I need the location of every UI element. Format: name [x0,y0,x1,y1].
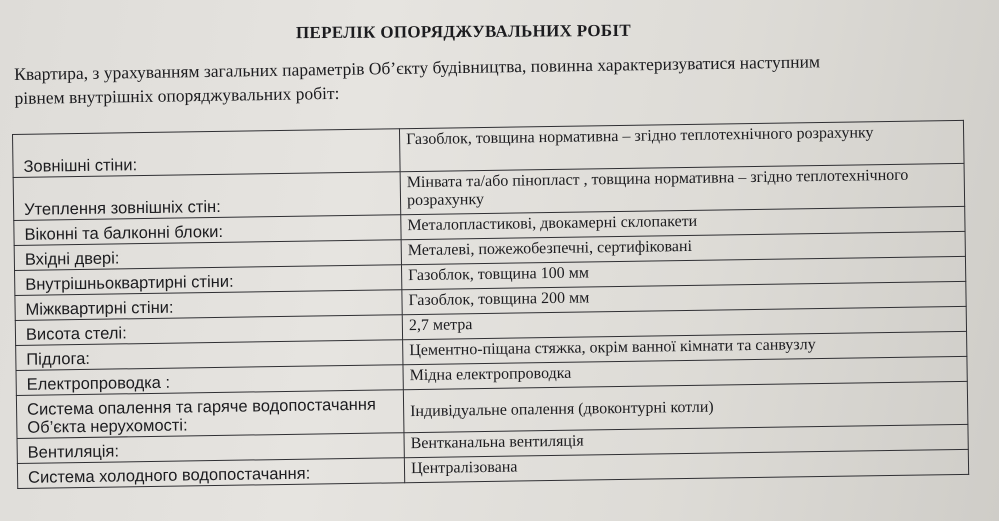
row-value: Централізована [404,449,968,482]
row-value: Металопластикові, двокамерні склопакети [401,206,965,239]
finishing-works-table [12,120,969,489]
row-label: Система холодного водопостачання: [17,458,404,489]
row-label: Утеплення зовнішніх стін: [13,172,401,221]
row-value: Газоблок, товщина 200 мм [402,281,966,314]
row-value: Вентканальна вентиляція [404,424,968,457]
finishing-works-table-wrapper [12,120,969,489]
intro-line-2: рівнем внутрішніх опоряджувальних робіт: [14,82,340,108]
intro-paragraph [14,47,975,110]
row-value: Мінвата та/або пінопласт , товщина нормативна – згідно теплотехнічного розрахунку [400,163,965,214]
row-label: Система опалення та гаряче водопостачання Об’єкта нерухомості: [16,390,404,439]
row-value: Газоблок, товщина нормативна – згідно теплотехнічного розрахунку [399,120,964,171]
document-title: ПЕРЕЛІК ОПОРЯДЖУВАЛЬНИХ РОБІТ [295,20,632,43]
row-value: Цементно-піщана стяжка, окрім ванної кімнати та санвузлу [403,331,967,364]
row-label: Вентиляція: [17,433,404,464]
row-label: Зовнішні стіни: [13,129,401,178]
intro-line-1: Квартира, з урахуванням загальних параметрів Об’єкту будівництва, повинна характеризуватися наступним [14,51,821,84]
row-label: Електропроводка : [16,365,403,396]
row-label: Висота стелі: [15,315,402,346]
row-value: Металеві, пожежобезпечні, сертифіковані [401,231,965,264]
row-value: Мідна електропроводка [403,356,967,389]
row-value: 2,7 метра [402,306,966,339]
row-value: Індивідуальне опалення (двоконтурні котли) [403,381,968,432]
row-label: Віконні та балконні блоки: [14,215,401,246]
row-label: Міжквартирні стіни: [15,290,402,321]
row-label: Вхідні двері: [14,240,401,271]
row-label: Підлога: [16,340,403,371]
row-label: Внутрішньоквартирні стіни: [15,265,402,296]
row-value: Газоблок, товщина 100 мм [401,256,965,289]
